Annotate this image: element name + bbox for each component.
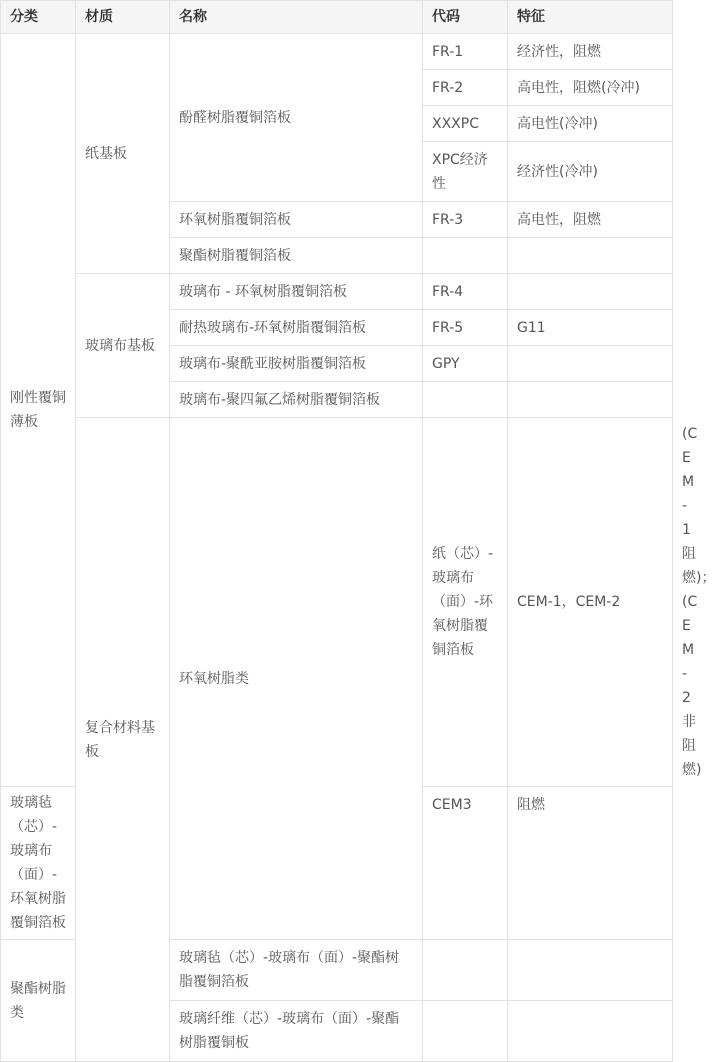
name-cell: 玻璃布-聚酰亚胺树脂覆铜箔板 bbox=[170, 346, 423, 382]
code-cell: FR-1 bbox=[423, 34, 508, 70]
table-row bbox=[1, 34, 673, 70]
name-cell: 玻璃布 - 环氧树脂覆铜箔板 bbox=[170, 274, 423, 310]
code-cell: XPC经济性 bbox=[423, 142, 508, 202]
header-category: 分类 bbox=[1, 1, 76, 34]
name-cell: 聚酯树脂覆铜箔板 bbox=[170, 238, 423, 274]
feature-cell bbox=[508, 346, 673, 382]
material-cell: 聚酯树脂类 bbox=[1, 940, 76, 1062]
header-material: 材质 bbox=[76, 1, 170, 34]
code-cell: FR-5 bbox=[423, 310, 508, 346]
category-cell: 刚性覆铜薄板 bbox=[1, 34, 76, 787]
header-code: 代码 bbox=[423, 1, 508, 34]
material-cell: 纸基板 bbox=[76, 34, 170, 274]
table-row: 复合材料基板 环氧树脂类 纸（芯）-玻璃布（面）-环氧树脂覆铜箔板 CEM-1，CEM-2 (CEM-1阻燃)；(CEM-2非阻燃) bbox=[1, 418, 673, 787]
feature-cell: 阻燃 bbox=[508, 787, 673, 940]
feature-cell bbox=[508, 238, 673, 274]
header-row bbox=[1, 1, 673, 34]
name-cell: 耐热玻璃布-环氧树脂覆铜箔板 bbox=[170, 310, 423, 346]
feature-cell: 经济性(冷冲) bbox=[508, 142, 673, 202]
category-cell: 复合材料基板 bbox=[76, 418, 170, 1062]
code-cell bbox=[423, 238, 508, 274]
header-name: 名称 bbox=[170, 1, 423, 34]
feature-cell: G11 bbox=[508, 310, 673, 346]
header-feature: 特征 bbox=[508, 1, 673, 34]
feature-cell: 经济性，阻燃 bbox=[508, 34, 673, 70]
code-cell bbox=[423, 940, 508, 1001]
code-cell: XXXPC bbox=[423, 106, 508, 142]
name-cell: 玻璃毡（芯）-玻璃布（面）-聚酯树脂覆铜箔板 bbox=[170, 940, 423, 1001]
feature-cell: 高电性，阻燃(冷冲) bbox=[508, 70, 673, 106]
material-cell: 玻璃布基板 bbox=[76, 274, 170, 418]
code-cell: GPY bbox=[423, 346, 508, 382]
material-cell: 环氧树脂类 bbox=[170, 418, 423, 940]
code-cell bbox=[423, 382, 508, 418]
name-cell: 酚醛树脂覆铜箔板 bbox=[170, 34, 423, 202]
feature-cell bbox=[508, 274, 673, 310]
code-cell: FR-4 bbox=[423, 274, 508, 310]
feature-cell bbox=[508, 940, 673, 1001]
code-cell: CEM3 bbox=[423, 787, 508, 940]
name-cell: 纸（芯）-玻璃布（面）-环氧树脂覆铜箔板 bbox=[423, 418, 508, 787]
code-cell: FR-3 bbox=[423, 202, 508, 238]
feature-cell: 高电性，阻燃 bbox=[508, 202, 673, 238]
feature-cell bbox=[508, 1001, 673, 1062]
code-cell: CEM-1，CEM-2 bbox=[508, 418, 673, 787]
name-cell: 玻璃纤维（芯）-玻璃布（面）-聚酯树脂覆铜板 bbox=[170, 1001, 423, 1062]
table-row bbox=[1, 274, 673, 310]
feature-cell bbox=[508, 382, 673, 418]
feature-cell: 高电性(冷冲) bbox=[508, 106, 673, 142]
name-cell: 玻璃布-聚四氟乙烯树脂覆铜箔板 bbox=[170, 382, 423, 418]
name-cell: 玻璃毡（芯）-玻璃布（面）-环氧树脂覆铜箔板 bbox=[1, 787, 76, 940]
name-cell: 环氧树脂覆铜箔板 bbox=[170, 202, 423, 238]
code-cell: FR-2 bbox=[423, 70, 508, 106]
code-cell bbox=[423, 1001, 508, 1062]
